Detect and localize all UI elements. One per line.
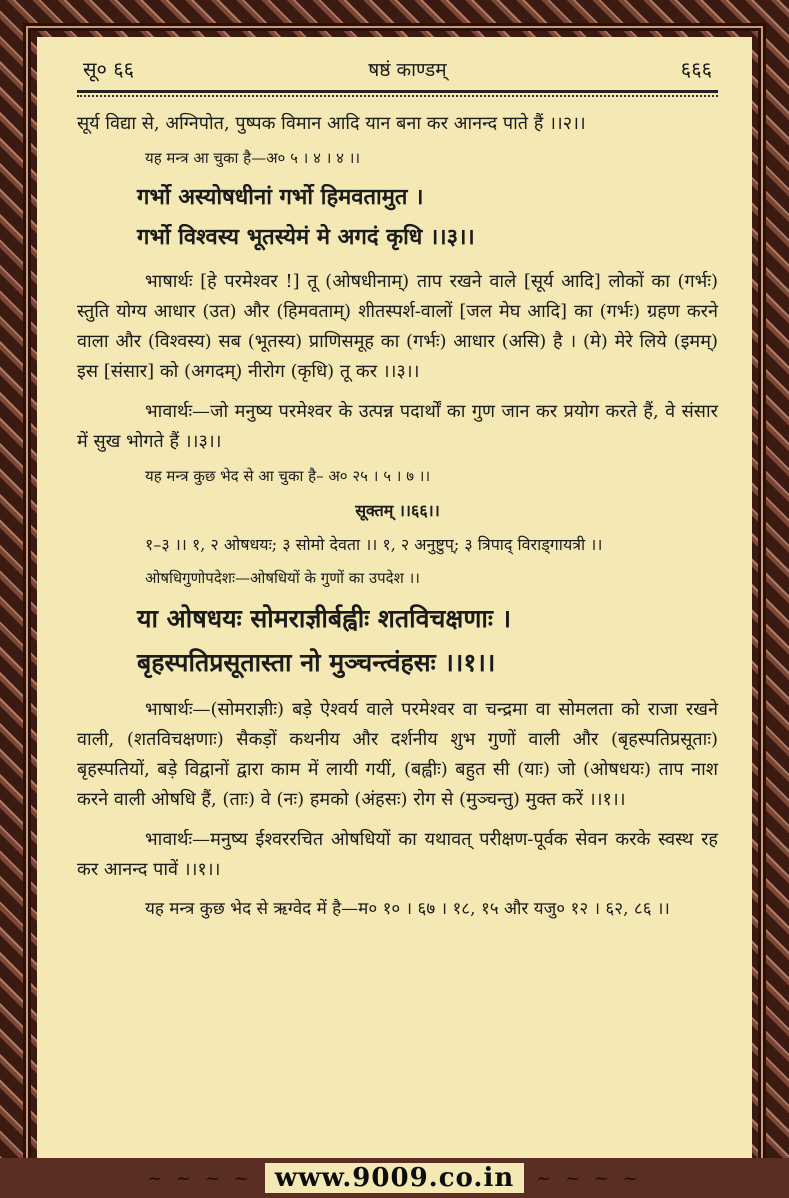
mantra-2-line-2: बृहस्पतिप्रसूतास्ता नो मुञ्चन्त्वंहसः ।।१।। [137, 648, 496, 677]
header-rule [77, 90, 718, 93]
sukta-title: सूक्तम् ।।६६।। [355, 501, 440, 520]
reference-note-3: यह मन्त्र कुछ भेद से ऋग्वेद में है—म० १० । ६७ । १८, १५ और यजु० १२ । ६२, ८६ ।। [145, 899, 670, 919]
bhavarth-1: भावार्थः—जो मनुष्य परमेश्वर के उत्पन्न पदार्थों का गुण जान कर प्रयोग करते हैं, वे संसार में सुख भोगते हैं ।।३।। [77, 401, 718, 452]
sukta-number: सू० ६६ [83, 57, 135, 81]
right-swirl-ornament: ~ ~ ~ ~ [536, 1167, 642, 1189]
reference-note-1: यह मन्त्र आ चुका है—अ० ५ । ४ । ४ ।। [145, 149, 361, 167]
website-url[interactable]: www.9009.co.in [265, 1163, 525, 1193]
header-dotted-rule [77, 95, 718, 101]
bhasharth-2: भाषार्थः—(सोमराज्ञीः) बड़े ऐश्वर्य वाले परमेश्वर वा चन्द्रमा वा सोमलता को राजा रखने वाली, (शतविचक्षणाः) सैकड़ों कथनीय और दर्शनीय शुभ गुणों वाली और (बृहस्पतिप्रसूताः) बृहस्पतियों, बड़े विद्वानों द्वारा काम में लायी गयीं, (बह्वीः) बहुत सी (याः) जो (ओषधयः) ताप नाश करने वाली ओषधि हैं, (ताः) वे (नः) हमको (अंहसः) रोग से (मुञ्चन्तु) मुक्त करें ।।१।। [77, 699, 718, 810]
page [37, 37, 752, 1161]
reference-note-2: यह मन्त्र कुछ भेद से आ चुका है– अ० २५ । ५ । ७ ।। [145, 467, 431, 485]
footer-band [0, 1158, 789, 1198]
mantra-1-line-1: गर्भो अस्योषधीनां गर्भो हिमवतामुत । [137, 184, 424, 210]
page-number: ६६६ [680, 57, 712, 81]
mantra-1-line-2: गर्भो विश्वस्य भूतस्येमं मे अगदं कृधि ।।३।। [137, 224, 475, 250]
mantra-2-line-1: या ओषधयः सोमराज्ञीर्बह्वीः शतविचक्षणाः । [137, 604, 512, 633]
kanda-title: षष्ठं काण्डम् [368, 59, 447, 81]
left-swirl-ornament: ~ ~ ~ ~ [147, 1167, 253, 1189]
paragraph-continuation: सूर्य विद्या से, अग्निपोत, पुष्पक विमान आदि यान बना कर आनन्द पाते हैं ।।२।। [77, 113, 586, 134]
page-header [77, 55, 718, 90]
upadesh-line: ओषधिगुणोपदेशः—ओषधियों के गुणों का उपदेश ।। [145, 569, 420, 587]
rishi-devata-chhanda: १–३ ।। १, २ ओषधयः; ३ सोमो देवता ।। १, २ अनुष्टुप्; ३ त्रिपाद् विराड्गायत्री ।। [145, 535, 603, 554]
bhavarth-2: भावार्थः—मनुष्य ईश्वररचित ओषधियों का यथावत् परीक्षण-पूर्वक सेवन करके स्वस्थ रह कर आनन्द पावें ।।१।। [77, 829, 718, 880]
bhasharth-1: भाषार्थः [हे परमेश्वर !] तू (ओषधीनाम्) ताप रखने वाले [सूर्य आदि] लोकों का (गर्भः) स्तुति योग्य आधार (उत) और (हिमवताम्) शीतस्पर्श-वालों [जल मेघ आदि] का (गर्भः) ग्रहण करने वाला और (विश्वस्य) सब (भूतस्य) प्राणिसमूह का (गर्भः) आधार (असि) है । (मे) मेरे लिये (इमम्) इस [संसार] को (अगदम्) नीरोग (कृधि) तू कर ।।३।। [77, 271, 718, 382]
